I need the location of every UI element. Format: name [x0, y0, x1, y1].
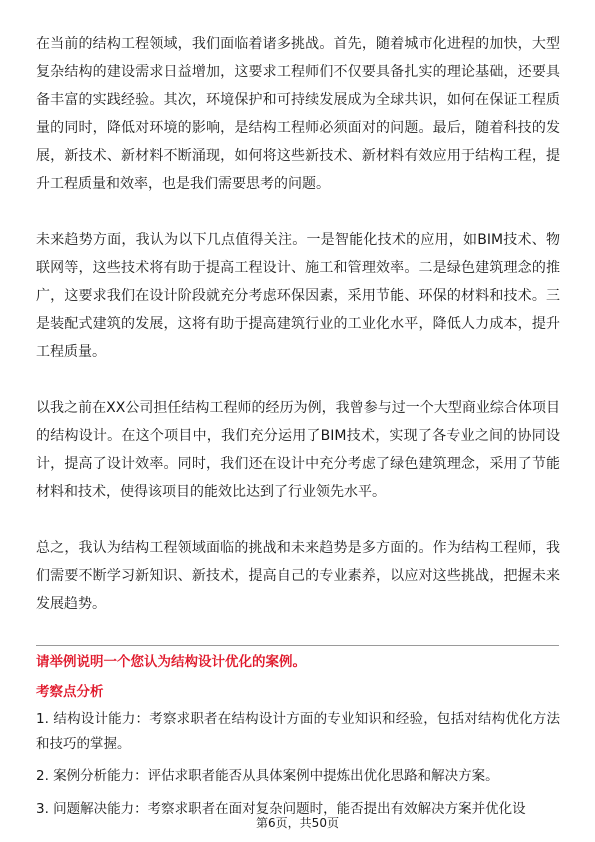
section-divider: [36, 645, 559, 646]
analysis-heading: 考察点分析: [36, 684, 104, 700]
interview-question: 请举例说明一个您认为结构设计优化的案例。: [36, 654, 306, 670]
body-paragraph-challenges: 在当前的结构工程领域，我们面临着诸多挑战。首先，随着城市化进程的加快，大型复杂结构的建设需求日益增加，这要求工程师们不仅要具备扎实的理论基础，还要具备丰富的实践经验。其次，环境保护和可持续发展成为全球共识，如何在保证工程质量的同时，降低对环境的影响，是结构工程师必须面对的问题。最后，随着科技的发展，新技术、新材料不断涌现，如何将这些新技术、新材料有效应用于结构工程，提升工程质量和效率，也是我们需要思考的问题。: [36, 36, 560, 192]
page-number: 第6页，共50页: [256, 816, 339, 830]
body-paragraph-experience: 以我之前在XX公司担任结构工程师的经历为例，我曾参与过一个大型商业综合体项目的结构设计。在这个项目中，我们充分运用了BIM技术，实现了各专业之间的协同设计，提高了设计效率。同时，我们还在设计中充分考虑了绿色建筑理念，采用了节能材料和技术，使得该项目的能效比达到了行业领先水平。: [36, 400, 560, 500]
analysis-item-problem-solving: 3. 问题解决能力：考察求职者在面对复杂问题时，能否提出有效解决方案并优化设: [36, 800, 526, 817]
analysis-item-design-ability: 1. 结构设计能力：考察求职者在结构设计方面的专业知识和经验，包括对结构优化方法和技巧的掌握。: [36, 711, 560, 752]
body-paragraph-trends: 未来趋势方面，我认为以下几点值得关注。一是智能化技术的应用，如BIM技术、物联网等，这些技术将有助于提高工程设计、施工和管理效率。二是绿色建筑理念的推广，这要求我们在设计阶段就充分考虑环保因素，采用节能、环保的材料和技术。三是装配式建筑的发展，这将有助于提高建筑行业的工业化水平，降低人力成本，提升工程质量。: [36, 232, 560, 360]
analysis-list: [36, 707, 560, 829]
analysis-item-case-analysis: 2. 案例分析能力：评估求职者能否从具体案例中提炼出优化思路和解决方案。: [36, 768, 499, 784]
answer-body: [36, 30, 560, 618]
body-paragraph-summary: 总之，我认为结构工程领域面临的挑战和未来趋势是多方面的。作为结构工程师，我们需要不断学习新知识、新技术，提高自己的专业素养，以应对这些挑战，把握未来发展趋势。: [36, 540, 560, 612]
